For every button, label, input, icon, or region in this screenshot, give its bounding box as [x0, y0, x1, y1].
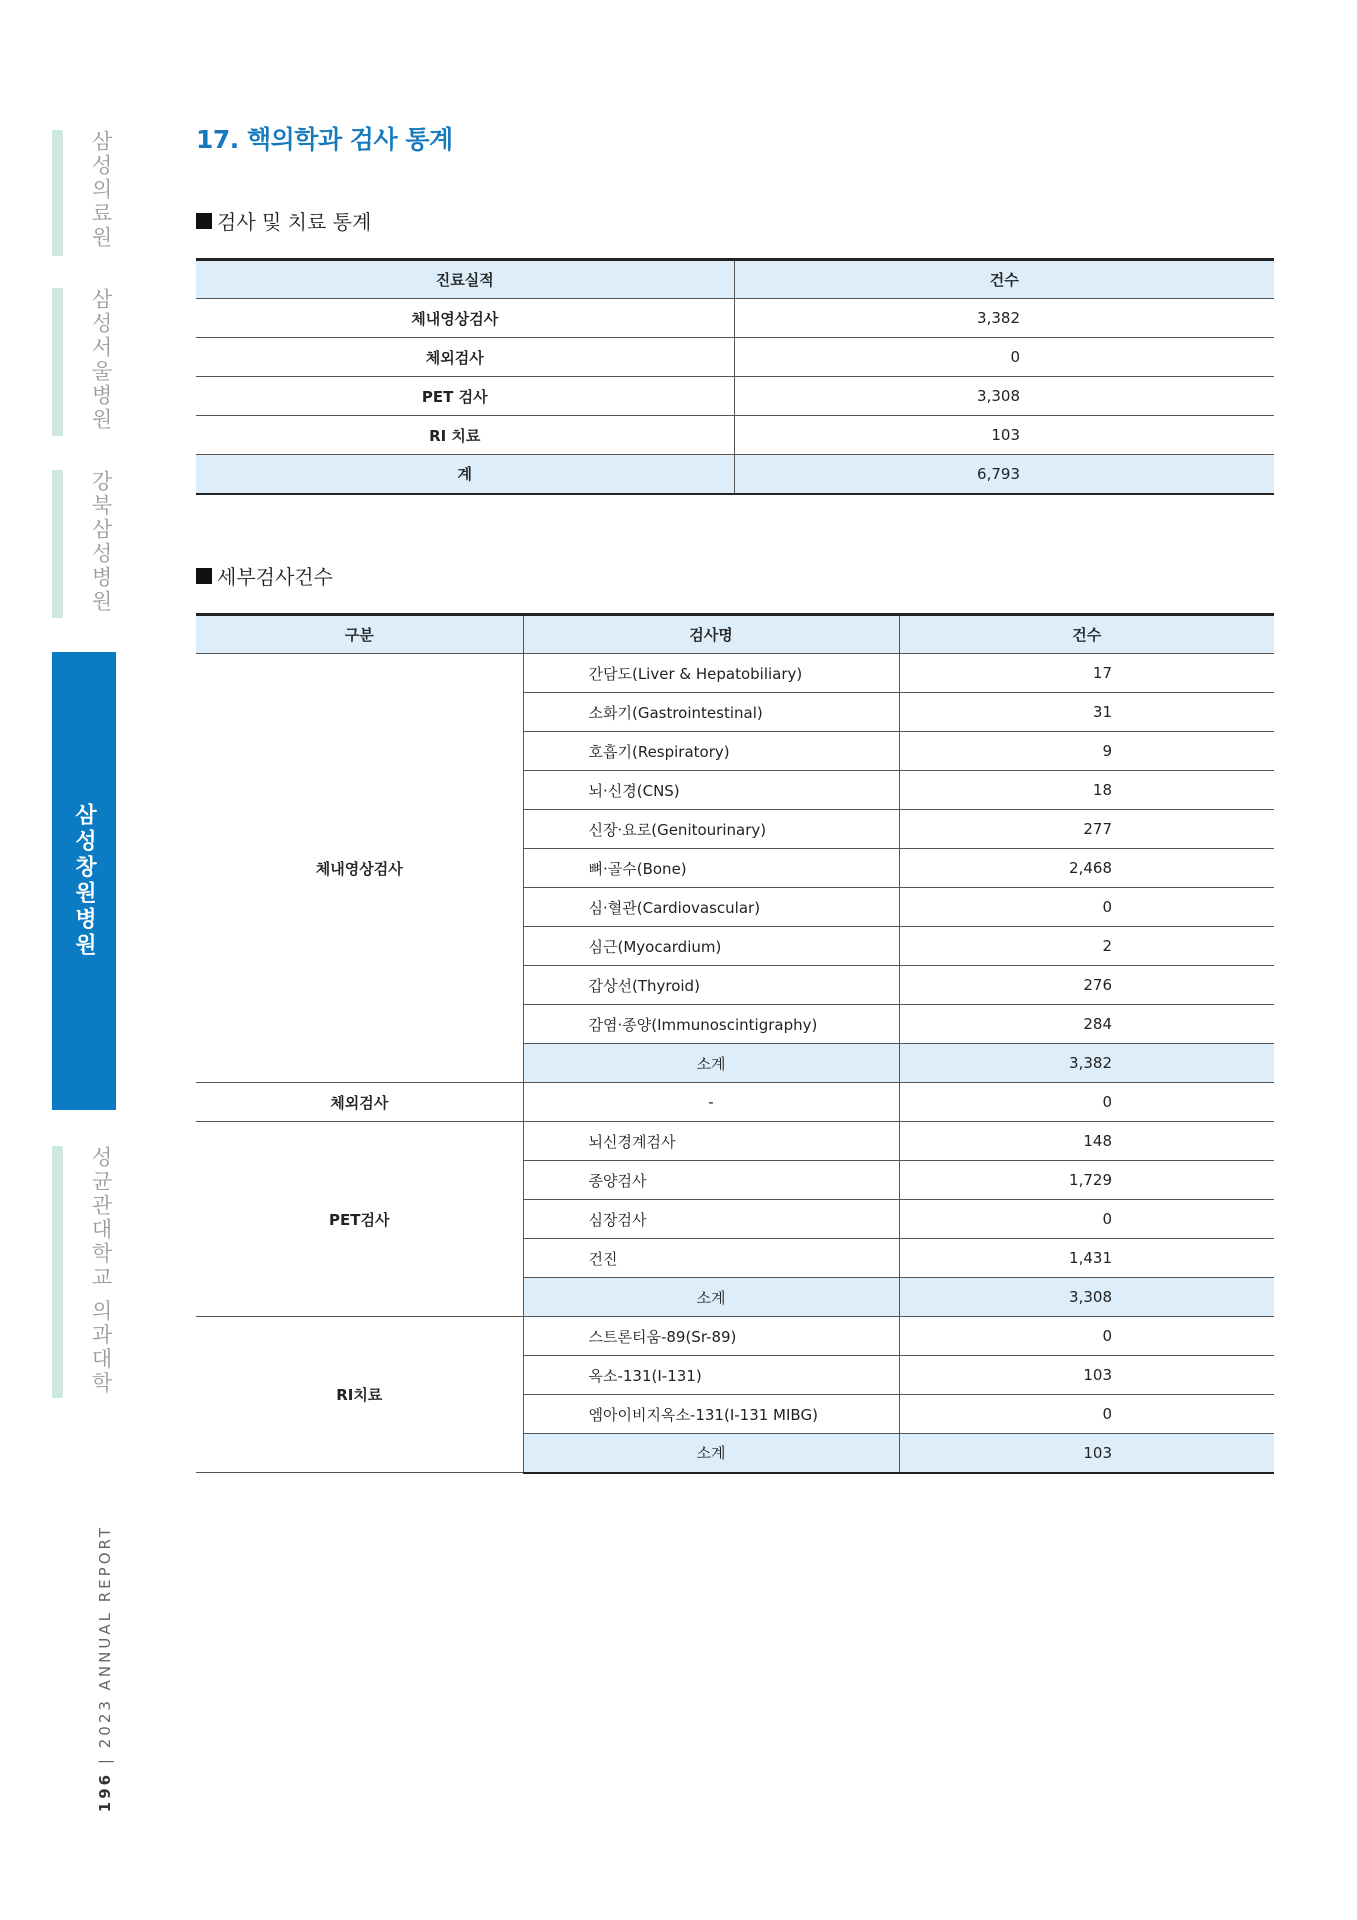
exam-count: 276: [899, 966, 1274, 1005]
exam-name: 호흡기(Respiratory): [523, 732, 899, 771]
exam-count: 0: [899, 1395, 1274, 1434]
exam-count: 9: [899, 732, 1274, 771]
table-row: [196, 1083, 1274, 1122]
category-cell: RI치료: [196, 1317, 523, 1473]
exam-count: 103: [899, 1356, 1274, 1395]
column-header: 건수: [734, 260, 1274, 299]
table-row: [196, 377, 1274, 416]
exam-name: 간담도(Liver & Hepatobiliary): [523, 654, 899, 693]
table-row: [196, 299, 1274, 338]
sidebar-marker: [52, 470, 63, 618]
exam-name: 뇌신경계검사: [523, 1122, 899, 1161]
column-header: 건수: [899, 615, 1274, 654]
subtotal-label: 소계: [523, 1044, 899, 1083]
row-count: 103: [734, 416, 1274, 455]
row-count: 3,308: [734, 377, 1274, 416]
page-footer: [96, 1524, 120, 1812]
exam-count: 17: [899, 654, 1274, 693]
exam-name: -: [523, 1083, 899, 1122]
table-row: [196, 416, 1274, 455]
exam-name: 뼈·골수(Bone): [523, 849, 899, 888]
category-cell: 체내영상검사: [196, 654, 523, 1083]
page-title: 17. 핵의학과 검사 통계: [196, 125, 453, 154]
exam-count: 284: [899, 1005, 1274, 1044]
exam-name: 심장검사: [523, 1200, 899, 1239]
report-name: 2023 ANNUAL REPORT: [96, 1524, 114, 1749]
page-number: 196: [96, 1771, 114, 1812]
row-label: 체외검사: [196, 338, 734, 377]
total-count: 6,793: [734, 455, 1274, 494]
row-count: 0: [734, 338, 1274, 377]
exam-count: 1,431: [899, 1239, 1274, 1278]
exam-count: 0: [899, 1317, 1274, 1356]
category-cell: PET검사: [196, 1122, 523, 1317]
sidebar-item-label: 삼성의료원: [89, 130, 113, 250]
row-label: RI 치료: [196, 416, 734, 455]
row-count: 3,382: [734, 299, 1274, 338]
exam-count: 148: [899, 1122, 1274, 1161]
exam-name: 소화기(Gastrointestinal): [523, 693, 899, 732]
sidebar-item-samsung-seoul-hospital[interactable]: [52, 288, 116, 436]
exam-name: 옥소-131(I-131): [523, 1356, 899, 1395]
square-bullet-icon: [196, 568, 212, 584]
table-row: [196, 1317, 1274, 1356]
sidebar-item-label: 성균관대학교 의과대학: [89, 1146, 113, 1396]
table-row: [196, 654, 1274, 693]
subtotal-count: 103: [899, 1434, 1274, 1473]
sidebar-item-samsung-medical-center[interactable]: [52, 130, 116, 256]
column-header: 진료실적: [196, 260, 734, 299]
exam-count: 1,729: [899, 1161, 1274, 1200]
exam-count: 0: [899, 1200, 1274, 1239]
subtotal-count: 3,308: [899, 1278, 1274, 1317]
exam-treatment-table: [196, 258, 1274, 495]
table-row: [196, 1122, 1274, 1161]
exam-name: 신장·요로(Genitourinary): [523, 810, 899, 849]
footer-separator: |: [96, 1755, 114, 1764]
exam-name: 감염·종양(Immunoscintigraphy): [523, 1005, 899, 1044]
sidebar-item-label: 삼성창원병원: [71, 803, 97, 959]
exam-name: 종양검사: [523, 1161, 899, 1200]
table-row: [196, 338, 1274, 377]
exam-name: 건진: [523, 1239, 899, 1278]
exam-count: 18: [899, 771, 1274, 810]
subtotal-label: 소계: [523, 1434, 899, 1473]
exam-count: 31: [899, 693, 1274, 732]
subtotal-label: 소계: [523, 1278, 899, 1317]
section-title: 세부검사건수: [217, 565, 333, 589]
total-row: [196, 455, 1274, 494]
sidebar-marker: [52, 288, 63, 436]
exam-name: 엠아이비지옥소-131(I-131 MIBG): [523, 1395, 899, 1434]
exam-name: 스트론티움-89(Sr-89): [523, 1317, 899, 1356]
sidebar-marker: [52, 1146, 63, 1398]
footer-text: [96, 1525, 114, 1812]
sidebar-item-kangbuk-samsung-hospital[interactable]: [52, 470, 116, 618]
exam-count: 2: [899, 927, 1274, 966]
exam-count: 2,468: [899, 849, 1274, 888]
sidebar-item-label: 삼성서울병원: [89, 288, 113, 432]
square-bullet-icon: [196, 213, 212, 229]
category-cell: 체외검사: [196, 1083, 523, 1122]
sidebar-item-skku-medicine[interactable]: [52, 1146, 116, 1398]
section-heading-detail-exams: [196, 561, 333, 590]
exam-count: 0: [899, 888, 1274, 927]
detail-exam-table: [196, 613, 1274, 1474]
exam-count: 0: [899, 1083, 1274, 1122]
exam-name: 뇌·신경(CNS): [523, 771, 899, 810]
exam-name: 심근(Myocardium): [523, 927, 899, 966]
exam-count: 277: [899, 810, 1274, 849]
exam-name: 갑상선(Thyroid): [523, 966, 899, 1005]
column-header: 검사명: [523, 615, 899, 654]
section-title: 검사 및 치료 통계: [217, 210, 372, 234]
column-header: 구분: [196, 615, 523, 654]
subtotal-count: 3,382: [899, 1044, 1274, 1083]
sidebar-item-label: 강북삼성병원: [89, 470, 113, 614]
row-label: 체내영상검사: [196, 299, 734, 338]
total-label: 계: [196, 455, 734, 494]
exam-name: 심·혈관(Cardiovascular): [523, 888, 899, 927]
sidebar-item-samsung-changwon-hospital[interactable]: [52, 652, 116, 1110]
section-heading-exam-treatment: [196, 206, 371, 235]
row-label: PET 검사: [196, 377, 734, 416]
sidebar-marker: [52, 130, 63, 256]
